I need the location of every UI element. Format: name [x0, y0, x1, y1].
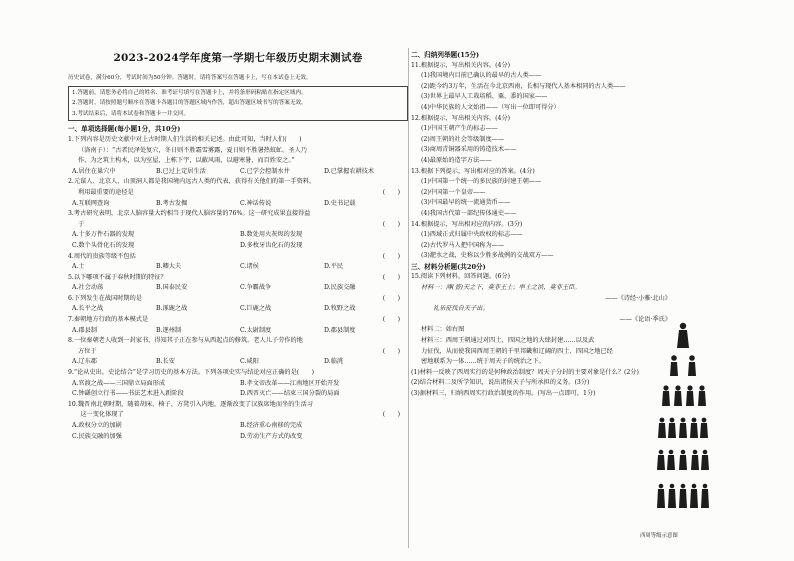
exam-title: 2023-2024学年度第一学期七年级历史期末测试卷: [113, 52, 363, 64]
material-1: 材料一：溥(普)天之下，莫非王土；率土之滨，莫非王臣。: [421, 284, 581, 292]
option-c: C.神话传说: [240, 199, 272, 207]
question-5: 5.以下哪项不属于春秋时期的特征？ ( ): [68, 273, 400, 281]
option-b: B.考古发掘: [156, 199, 188, 207]
question-3: 3.考古研究表明，北京人脑容量大约相当于现代人脑容量的76%。这一研究成果直接得益: [68, 210, 311, 218]
option-a: A.十多万件石器的发现: [72, 231, 135, 239]
material-3-line: 密地联系为一体……统于周天子的统治之下。: [421, 358, 545, 366]
sub-question: (2)结合材料二及所学知识，说出诸侯天子与所承担的义务。(3分): [411, 379, 590, 387]
option-d: D.民族交融: [324, 284, 356, 292]
material-1-quote-source: ——《论语·季氏》: [619, 315, 671, 323]
notice-line: 2.答题时，请按照题号顺序在答题卡各题目的答题区域内作答，超出答题区域书写的答案无效。: [72, 100, 307, 107]
question-11: 11.根据提示，写出相关内容。(4分): [411, 61, 511, 69]
notice-box: [68, 86, 408, 122]
sub-question: (3)据材料三，归纳西周实行政治制度的作用。(写出一点即可，1分): [411, 390, 596, 397]
question-10: 10.魏晋南北朝时期，随着胡床、椅子、方凳引入内地，逐渐改变了汉族席地而坐的生活习: [68, 400, 313, 408]
option-d: D.劳动生产方式的改变: [240, 432, 303, 440]
question-2-options: [68, 199, 408, 210]
option-a: A.政权分立的加剧: [72, 422, 122, 429]
question-9: 9.“论从史出，史论结合”是学习历史的基本方法。下列各项史实与结论对应正确的是( ): [68, 369, 314, 377]
option-d: D.郡县制度: [324, 326, 356, 334]
question-1-line: （洛南子）：“古者民泽处复穴，冬日则不胜霜雪雾露，夏日则不胜暑热蚊虻。圣人乃: [78, 146, 307, 154]
option-b: B.数处用火灰烬的发现: [240, 231, 303, 239]
material-1-quote: 礼乐征伐自天子出。: [433, 305, 489, 313]
option-d: D.多枚牙齿化石的发现: [240, 241, 303, 249]
notice-line: 1.答题前，请您务必将自己的姓名、准考证号填写在答题卡上，并将条形码粘贴在指定区域内。: [72, 89, 307, 96]
question-8-options: [68, 357, 408, 368]
question-13-item: (3)中国最早的统一流通货币——: [421, 199, 511, 207]
material-1-source: ——《诗经·小雅·北山》: [605, 294, 671, 302]
option-d: D.史书记载: [324, 199, 356, 207]
hierarchy-pyramid-image: [656, 318, 710, 528]
option-d: D.西晋灭亡——结束三国分裂的局面: [240, 390, 340, 398]
question-10-options: [68, 421, 408, 432]
option-c: C.巨鹿之战: [240, 305, 272, 313]
question-14-item: (3)淝水之战，史称以少胜多战例的交战双方——: [421, 252, 554, 260]
option-c: C.数个头骨化石的发现: [72, 241, 135, 249]
question-8-line: 方位于 ( ): [78, 347, 400, 355]
option-d: D.临洮: [324, 358, 344, 366]
question-10-options: [68, 432, 408, 443]
question-13-item: (4)我国古代第一部纪传体通史——: [421, 209, 517, 217]
question-12: 12.根据提示，写出相关内容。(4分): [411, 114, 511, 122]
option-c: C.诸侯: [240, 263, 259, 271]
question-3-options: [68, 241, 408, 252]
option-b: B.卿大夫: [156, 263, 182, 271]
question-14-item: (2)古代罗马人把中国称为——: [421, 241, 505, 249]
question-15: 15.阅读下列材料，回答问题。(6分): [411, 273, 511, 281]
option-d: D.已掌握农耕技术: [324, 167, 375, 175]
exam-intro: 历史试卷，满分60分，考试时间为50分钟。答题时，请将答案写在答题卡上，写在本试卷上无效。: [68, 75, 312, 81]
option-a: A.官渡之战——三国鼎立局面形成: [72, 379, 166, 387]
question-7-options: [68, 326, 408, 337]
question-6: 6.下列发生在战国时期的是 ( ): [68, 294, 400, 302]
question-12-item: (2)周王朝的社会等级制度——: [421, 135, 505, 143]
left-column: [68, 50, 408, 442]
question-11-item: (3)世界上最早人工栽培稻、粟、黍的国家——: [421, 93, 548, 101]
question-11-item: (4)中华民族的人文始祖——（写出一位即可得分）: [421, 103, 560, 111]
option-a: A.社会动荡: [72, 284, 104, 292]
option-d: D.牧野之战: [324, 305, 356, 313]
question-5-options: [68, 283, 408, 294]
question-14-item: (1)西域正式归属中央政权的标志——: [421, 231, 523, 239]
option-a: A.士: [72, 263, 85, 271]
option-c: C.钟繇创立行书——书法艺术进入新阶段: [72, 390, 184, 398]
section1-heading: 一、单项选择题(每小题1分，共10分): [68, 125, 181, 134]
question-12-item: (1)中国王朝产生的标志——: [421, 125, 498, 133]
question-11-item: (2)距今约3万年，生活在今北京西南，长相与现代人基本相同的古人类——: [421, 82, 626, 90]
question-12-item: (4)最原始的造字方法——: [421, 156, 492, 164]
option-c: C.咸阳: [240, 358, 259, 366]
material-3-line: 力征伐，从而使我国西周王朝的千里邦畿和辽阔的四土、四国之地已经: [421, 347, 613, 355]
question-1-options: [68, 167, 408, 178]
material-3: 材料三：西周王朝通过对四土、四国之地的大肆封建……以及武: [421, 337, 595, 345]
sub-question: (1)材料一反映了西周实行的是何种政治制度？周天子分封的主要对象是什么？(2分): [411, 368, 639, 376]
question-12-item: (3)商周青铜器采用的铸造技术——: [421, 146, 517, 154]
option-c: C.民族交融的加强: [72, 432, 122, 440]
question-2: 2.元谋人、北京人、山顶洞人都是我国境内远古人类的代表，获得有关他们的第一手资料，: [68, 178, 316, 186]
section3-heading: 三、材料分析题(共20分): [411, 262, 486, 271]
option-c: C.太尉制度: [240, 326, 272, 334]
question-2-line: 利用最重要的途径是 ( ): [78, 188, 400, 196]
question-1-line: 作，为之筑土构木，以为室屋，上栋下宇，以蔽风雨，以避寒暑，而百姓安之。”: [78, 157, 295, 165]
material-2: 材料二：如右图: [421, 326, 465, 334]
question-4-options: [68, 262, 408, 273]
notice-line: 3.考试结束后，请将本试卷和答题卡一并交回。: [72, 110, 190, 117]
question-14: 14.根据提示，写出相对应的内容。(3分): [411, 220, 523, 228]
column-divider: [408, 48, 409, 548]
question-13-item: (1)中国第一个统一的多民族的封建王朝——: [421, 178, 542, 186]
option-a: A.居住在巢穴中: [72, 167, 116, 175]
question-13: 13.根据下列提示，写出相对应的答案。(4分): [411, 167, 535, 175]
option-b: B.涿鹿之战: [156, 305, 188, 313]
question-4: 4.周代的贵族等级不包括 ( ): [68, 252, 400, 260]
section2-heading: 二、归纳列举题(15分): [411, 51, 480, 59]
option-b: B.逐州制: [156, 326, 182, 334]
question-9-options: [68, 379, 408, 390]
option-d: D.平民: [324, 263, 344, 271]
option-a: A.互联网查询: [72, 199, 110, 207]
option-c: C.已学会控制水井: [240, 167, 290, 175]
question-10-line: 这一变化体现了 ( ): [68, 411, 400, 419]
option-a: A.郡县制: [72, 326, 97, 334]
option-b: B.长安: [156, 358, 175, 366]
question-7: 7.秦朝地方行政的基本模式是 ( ): [68, 316, 400, 324]
question-3-line: 于 ( ): [78, 220, 400, 228]
option-a: A.辽东郡: [72, 358, 97, 366]
option-b: B.国泰民安: [156, 284, 188, 292]
option-b: B.孝文帝改革——江南地区开始开发: [240, 379, 340, 387]
question-6-options: [68, 304, 408, 315]
question-9-options: [68, 389, 408, 400]
option-c: C.争霸战争: [240, 284, 272, 292]
option-b: B.经济重心南移的完成: [240, 422, 303, 429]
question-1: 1.下列内容是历史文献中对上古时期人们生活的相关记述。由此可知，当时人们( ): [68, 135, 302, 143]
question-3-options: [68, 230, 408, 241]
figure-caption: 西周等级示意图: [640, 533, 678, 539]
option-b: B.已过上定居生活: [156, 167, 206, 175]
question-13-item: (2)中国第一个皇帝——: [421, 188, 486, 196]
question-8: 8.一位秦朝老人收到一封家书，得知其子正在参与从西起点的修筑。老人儿子劳作的地: [68, 337, 303, 345]
question-11-item: (1)我国境内目前已确认的最早的古人类——: [421, 72, 542, 80]
option-a: A.长平之战: [72, 305, 104, 313]
